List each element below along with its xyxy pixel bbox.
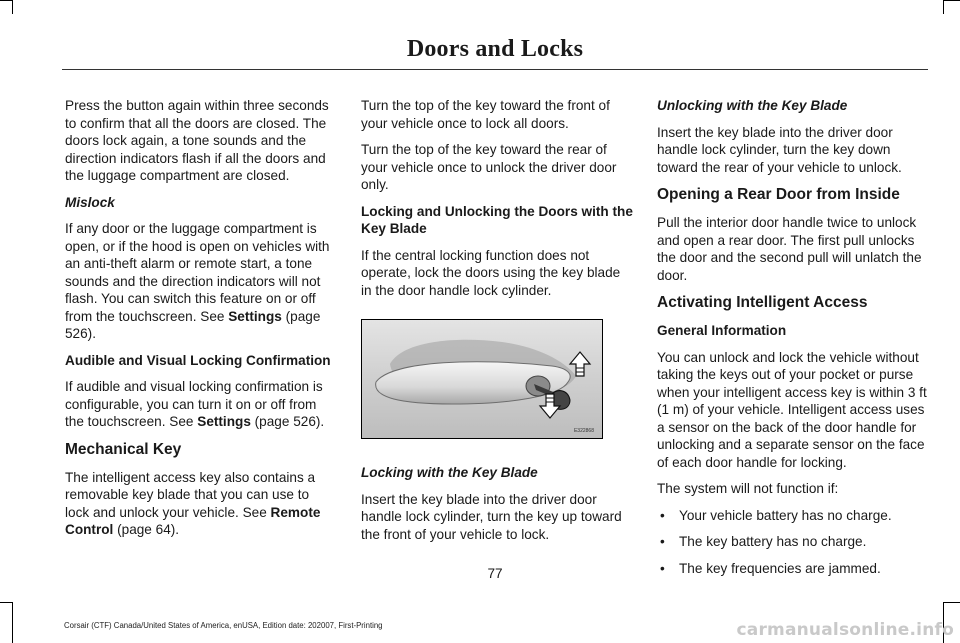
- column-right: [657, 97, 929, 586]
- list-item: • The key frequencies are jammed.: [657, 560, 929, 578]
- settings-link-mislock[interactable]: Settings: [228, 308, 282, 324]
- mech-text: The intelligent access key also contains a removable key blade that you can use to lock and unlock your vehicle. See: [65, 469, 316, 520]
- heading-unlocking-key-blade: Unlocking with the Key Blade: [657, 98, 848, 113]
- door-handle-figure: [361, 319, 603, 439]
- heading-mislock: Mislock: [65, 194, 115, 210]
- door-handle-illustration: [362, 320, 602, 438]
- mech-page-ref: (page 64).: [113, 522, 180, 537]
- crop-mark-bottom-left-vertical: [12, 602, 13, 643]
- heading-intelligent-access: Activating Intelligent Access: [657, 294, 868, 311]
- paragraph-rear-door: Pull the interior door handle twice to unlock and open a rear door. The first pull unlocks the door and the second pull will unlatch the door.: [657, 215, 922, 283]
- paragraph-lock-turn: Turn the top of the key toward the front of your vehicle once to lock all doors.: [361, 98, 610, 131]
- crop-mark-top-left: [0, 0, 12, 1]
- header-rule: [62, 69, 928, 70]
- crop-mark-bottom-left: [0, 602, 12, 603]
- paragraph-confirm: Press the button again within three seconds to confirm that all the doors are closed. The doors lock again, a tone sounds and the direction indicators flash if all the doors and the luggage compartment are closed.: [65, 98, 329, 183]
- paragraph-not-function: The system will not function if:: [657, 481, 839, 496]
- crop-mark-bottom-right: [944, 602, 960, 603]
- list-item: • The key battery has no charge.: [657, 533, 929, 551]
- figure-code: E322868: [573, 428, 594, 434]
- paragraph-mislock: [65, 220, 337, 343]
- heading-audible-visual: Audible and Visual Locking Confirmation: [65, 352, 331, 368]
- crop-mark-top-right-vertical: [943, 0, 944, 14]
- column-left: [65, 97, 337, 548]
- mislock-text: If any door or the luggage compartment is open, or if the hood is open on vehicles with an anti-theft alarm or remote start, a tone sounds and the direction indicators will not flash. You can switch this feature on or off from the touchscreen. See: [65, 221, 330, 324]
- paragraph-mechanical-key: [65, 469, 337, 539]
- audible-text: If audible and visual locking confirmation is configurable, you can turn it on or off from the touchscreen. See: [65, 379, 323, 429]
- crop-mark-top-right: [944, 0, 960, 1]
- paragraph-locking-key-blade: Insert the key blade into the driver door handle lock cylinder, turn the key up toward the front of your vehicle to lock.: [361, 491, 622, 542]
- column-middle: [361, 97, 633, 552]
- heading-general-information: General Information: [657, 323, 787, 338]
- list-item: • Your vehicle battery has no charge.: [657, 507, 929, 525]
- audible-page-ref: (page 526).: [250, 414, 325, 429]
- mislock-page-ref: (page 526).: [65, 308, 321, 341]
- heading-key-blade: Locking and Unlocking the Doors with the Key Blade: [361, 203, 633, 236]
- page-title: Doors and Locks: [406, 36, 584, 62]
- paragraph-central-locking: If the central locking function does not operate, lock the doors using the key blade in the door handle lock cylinder.: [361, 247, 621, 298]
- paragraph-unlocking-key-blade: Insert the key blade into the driver door handle lock cylinder, turn the key down toward the rear of your vehicle to unlock.: [657, 124, 902, 175]
- settings-link-audible[interactable]: Settings: [197, 414, 251, 429]
- crop-mark-top-left-vertical: [12, 0, 13, 14]
- watermark: carmanualsonline.info: [736, 620, 954, 640]
- heading-rear-door: Opening a Rear Door from Inside: [657, 186, 900, 203]
- paragraph-audible: [65, 378, 337, 431]
- paragraph-unlock-turn: Turn the top of the key toward the rear of your vehicle once to unlock the driver door only.: [361, 142, 617, 192]
- page-number: 77: [487, 566, 503, 581]
- remote-control-link[interactable]: Remote Control: [65, 504, 321, 537]
- edition-footer: Corsair (CTF) Canada/United States of America, enUSA, Edition date: 202007, First-Printing: [64, 621, 383, 630]
- paragraph-general-information: You can unlock and lock the vehicle without taking the keys out of your pocket or purse when your intelligent access key is within 3 ft (1 m) of your vehicle. Intelligent access uses a sensor on the back of the door handle for unlocking and a separate sensor on the face of each door handle for locking.: [657, 349, 927, 470]
- heading-locking-key-blade: Locking with the Key Blade: [361, 465, 538, 480]
- heading-mechanical-key: Mechanical Key: [65, 440, 182, 458]
